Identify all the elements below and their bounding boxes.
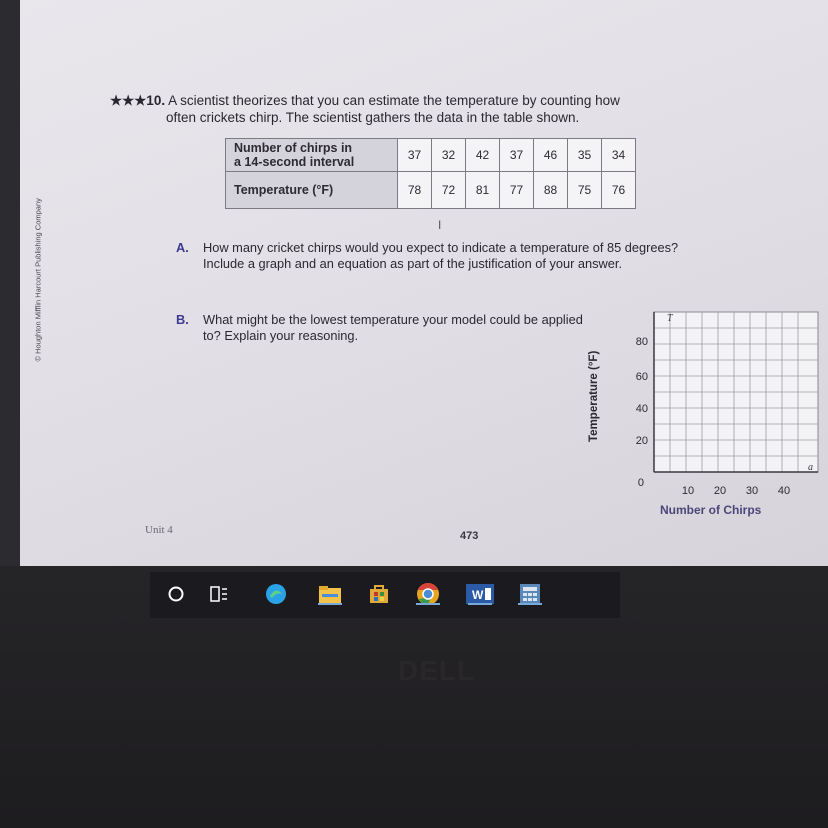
table-cell: 76 [602, 172, 636, 209]
screen [20, 0, 828, 566]
table-cell: 88 [534, 172, 568, 209]
question-a [176, 240, 696, 272]
word-icon[interactable] [466, 580, 494, 608]
y-axis-title: Temperature (°F) [588, 350, 600, 442]
active-indicator [518, 603, 542, 605]
x-tick-label: 30 [745, 485, 759, 497]
table-cell: 78 [398, 172, 432, 209]
table-cell: 35 [568, 139, 602, 172]
calculator-icon[interactable] [516, 580, 544, 608]
page-number: 473 [460, 530, 479, 542]
active-indicator [416, 603, 440, 605]
y-tick-label: 80 [635, 336, 648, 348]
publisher-credit: © Houghton Mifflin Harcourt Publishing Company [33, 198, 43, 362]
table-cell: 32 [432, 139, 466, 172]
x-tick-label: 40 [777, 485, 791, 497]
problem-number: ★★★10. [110, 93, 166, 108]
x-axis-variable: a [808, 462, 813, 473]
active-indicator [468, 603, 492, 605]
table-header-chirps: Number of chirps in a 14-second interval [226, 139, 398, 172]
origin-label: 0 [637, 477, 644, 489]
y-tick-label: 60 [635, 371, 648, 383]
dell-logo: DELL [398, 655, 476, 686]
x-axis-title: Number of Chirps [660, 503, 762, 517]
table-header-temperature: Temperature (°F) [226, 172, 398, 209]
table-cell: 34 [602, 139, 636, 172]
y-tick-label: 20 [635, 435, 648, 447]
x-tick-label: 10 [681, 485, 695, 497]
problem-text-line2: often crickets chirp. The scientist gathers the data in the table shown. [166, 110, 580, 125]
y-axis-variable: T [667, 313, 673, 324]
footer-unit: Unit 4 [145, 524, 173, 536]
store-icon[interactable] [365, 580, 393, 608]
table-row-chirps [226, 139, 636, 172]
table-cell: 37 [398, 139, 432, 172]
taskbar [150, 572, 620, 618]
text-cursor-icon: I [438, 218, 442, 232]
chrome-icon[interactable] [414, 580, 442, 608]
table-cell: 46 [534, 139, 568, 172]
y-tick-label: 40 [635, 403, 648, 415]
table-cell: 75 [568, 172, 602, 209]
question-b-text: What might be the lowest temperature your model could be applied to? Explain your reasoning. [203, 312, 583, 343]
question-b [176, 312, 596, 344]
table-cell: 77 [500, 172, 534, 209]
cortana-icon[interactable] [162, 580, 190, 608]
active-indicator [318, 603, 342, 605]
blank-coordinate-grid [580, 300, 820, 530]
svg-text:W: W [472, 588, 484, 602]
file-explorer-icon[interactable] [316, 580, 344, 608]
monitor-left-edge [0, 0, 20, 566]
edge-icon[interactable] [262, 580, 290, 608]
table-cell: 37 [500, 139, 534, 172]
table-cell: 42 [466, 139, 500, 172]
grid-svg [580, 300, 820, 530]
x-tick-label: 20 [713, 485, 727, 497]
table-cell: 81 [466, 172, 500, 209]
question-a-label: A. [176, 240, 189, 255]
chirp-temperature-table [225, 138, 636, 209]
task-view-icon[interactable] [205, 580, 233, 608]
table-row-temperature [226, 172, 636, 209]
problem-statement [110, 92, 710, 126]
table-cell: 72 [432, 172, 466, 209]
problem-text-line1: A scientist theorizes that you can estimate the temperature by counting how [168, 93, 620, 108]
question-a-text: How many cricket chirps would you expect to indicate a temperature of 85 degrees? Include a graph and an equation as part of the justification of your answer. [203, 240, 679, 271]
question-b-label: B. [176, 312, 189, 327]
